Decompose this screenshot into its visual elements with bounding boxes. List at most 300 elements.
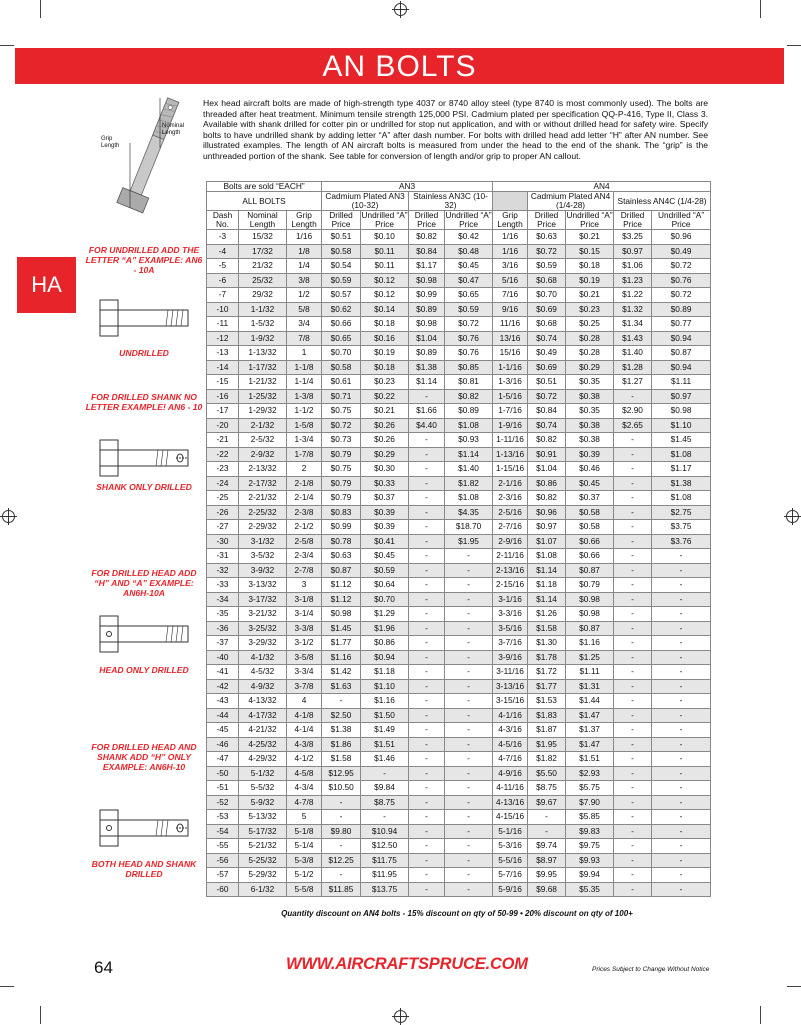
table-cell: - — [614, 607, 652, 622]
table-cell: $0.96 — [652, 230, 711, 245]
page-number: 64 — [94, 958, 113, 977]
table-cell: $0.99 — [322, 520, 361, 535]
table-cell: - — [409, 447, 445, 462]
table-row — [207, 317, 711, 332]
table-cell: $0.49 — [528, 346, 566, 361]
table-cell: - — [445, 824, 493, 839]
table-cell: -6 — [207, 273, 239, 288]
table-cell: 1-7/8 — [287, 447, 322, 462]
table-cell: - — [409, 491, 445, 506]
table-cell: - — [322, 868, 361, 883]
table-cell: $0.98 — [409, 317, 445, 332]
table-cell: $9.75 — [566, 839, 614, 854]
table-cell: $0.37 — [566, 491, 614, 506]
website-link[interactable]: WWW.AIRCRAFTSPRUCE.COM — [286, 955, 528, 973]
table-cell: - — [409, 592, 445, 607]
table-cell: 1-13/16 — [493, 447, 528, 462]
table-row — [207, 694, 711, 709]
table-cell: 1-29/32 — [239, 404, 287, 419]
table-cell: - — [409, 752, 445, 767]
drilled-shank-example-note: FOR DRILLED SHANK NO LETTER EXAMPLE! AN6 - 10 — [85, 392, 203, 412]
table-cell: $1.96 — [361, 621, 409, 636]
table-cell: $0.79 — [566, 578, 614, 593]
table-cell: 5-3/8 — [287, 853, 322, 868]
table-cell: 5-1/8 — [287, 824, 322, 839]
table-cell: - — [445, 679, 493, 694]
table-cell: - — [445, 708, 493, 723]
table-cell: - — [445, 781, 493, 796]
table-row — [207, 795, 711, 810]
bolt-head-drilled-icon — [98, 612, 193, 657]
table-row — [207, 302, 711, 317]
table-cell: $0.72 — [652, 288, 711, 303]
table-cell: -46 — [207, 737, 239, 752]
table-row — [207, 636, 711, 651]
table-cell: 5-25/32 — [239, 853, 287, 868]
table-cell: - — [409, 679, 445, 694]
table-row — [207, 650, 711, 665]
table-cell: 3-15/16 — [493, 694, 528, 709]
table-cell: - — [409, 476, 445, 491]
table-cell: 3-1/4 — [287, 607, 322, 622]
table-cell: 4-9/32 — [239, 679, 287, 694]
table-cell: -47 — [207, 752, 239, 767]
table-cell: 2-5/16 — [493, 505, 528, 520]
table-cell: $0.87 — [566, 621, 614, 636]
table-cell: 1/4 — [287, 259, 322, 274]
table-cell: - — [409, 694, 445, 709]
table-row — [207, 418, 711, 433]
an4-grip-spacer — [493, 192, 528, 211]
table-cell: $1.38 — [322, 723, 361, 738]
table-cell: 1-3/8 — [287, 389, 322, 404]
table-cell: $1.23 — [614, 273, 652, 288]
table-cell: 5/16 — [493, 273, 528, 288]
table-cell: $1.14 — [445, 447, 493, 462]
table-cell: $0.91 — [528, 447, 566, 462]
table-cell: - — [652, 679, 711, 694]
table-cell: $1.63 — [322, 679, 361, 694]
table-cell: $1.45 — [652, 433, 711, 448]
table-cell: $1.16 — [361, 694, 409, 709]
table-cell: $11.95 — [361, 868, 409, 883]
table-cell: -35 — [207, 607, 239, 622]
table-cell: 1-25/32 — [239, 389, 287, 404]
table-cell: 1-9/16 — [493, 418, 528, 433]
table-row — [207, 853, 711, 868]
table-cell: -33 — [207, 578, 239, 593]
table-row — [207, 273, 711, 288]
table-row — [207, 331, 711, 346]
table-cell: - — [614, 447, 652, 462]
table-row — [207, 360, 711, 375]
bolt-diagram — [100, 88, 200, 238]
table-cell: $0.63 — [322, 549, 361, 564]
table-cell: 13/16 — [493, 331, 528, 346]
table-row — [207, 375, 711, 390]
table-cell: - — [652, 723, 711, 738]
table-cell: - — [445, 621, 493, 636]
table-cell: - — [409, 665, 445, 680]
table-cell: $3.75 — [652, 520, 711, 535]
table-cell: $0.94 — [652, 331, 711, 346]
table-cell: $1.27 — [614, 375, 652, 390]
table-cell: - — [409, 621, 445, 636]
col-an3c-drilled: Drilled Price — [409, 211, 445, 230]
table-cell: $9.74 — [528, 839, 566, 854]
table-cell: $1.47 — [566, 737, 614, 752]
table-cell: - — [652, 636, 711, 651]
table-cell: $0.37 — [361, 491, 409, 506]
table-cell: $1.18 — [361, 665, 409, 680]
table-cell: $9.68 — [528, 882, 566, 897]
an3c-stainless-header: Stainless AN3C (10-32) — [409, 192, 493, 211]
table-cell: $1.53 — [528, 694, 566, 709]
table-cell: $0.69 — [528, 302, 566, 317]
table-cell: $0.62 — [322, 302, 361, 317]
table-cell: -32 — [207, 563, 239, 578]
table-cell: 4-11/16 — [493, 781, 528, 796]
table-cell: 3-3/16 — [493, 607, 528, 622]
table-cell: $1.51 — [566, 752, 614, 767]
col-an4-drilled: Drilled Price — [528, 211, 566, 230]
table-cell: $0.11 — [361, 259, 409, 274]
table-cell: $0.72 — [322, 418, 361, 433]
table-cell: $0.12 — [361, 273, 409, 288]
bolt-undrilled-icon — [98, 296, 193, 341]
table-cell: 6-1/32 — [239, 882, 287, 897]
table-row — [207, 766, 711, 781]
nominal-length-label: Nominal Length — [162, 123, 185, 136]
table-cell: $1.08 — [652, 491, 711, 506]
table-cell: -37 — [207, 636, 239, 651]
table-cell: $0.42 — [445, 230, 493, 245]
table-cell: - — [652, 621, 711, 636]
table-cell: - — [409, 723, 445, 738]
table-cell: 9/16 — [493, 302, 528, 317]
table-cell: - — [652, 824, 711, 839]
table-row — [207, 882, 711, 897]
table-cell: $0.28 — [566, 331, 614, 346]
table-cell: $1.43 — [614, 331, 652, 346]
table-cell: $0.66 — [566, 534, 614, 549]
table-cell: $1.16 — [322, 650, 361, 665]
table-cell: 3-7/16 — [493, 636, 528, 651]
table-cell: - — [409, 766, 445, 781]
registration-mark-icon — [394, 1010, 407, 1023]
table-row — [207, 462, 711, 477]
table-cell: $0.98 — [409, 273, 445, 288]
table-cell: - — [614, 534, 652, 549]
table-cell: $0.66 — [322, 317, 361, 332]
quantity-discount-note: Quantity discount on AN4 bolts - 15% discount on qty of 50-99 • 20% discount on qty of 100+ — [281, 909, 633, 918]
col-an4-grip: Grip Length — [493, 211, 528, 230]
table-cell: $0.51 — [528, 375, 566, 390]
table-cell: - — [614, 578, 652, 593]
table-cell: $1.32 — [614, 302, 652, 317]
table-cell: - — [652, 650, 711, 665]
table-cell: $1.26 — [528, 607, 566, 622]
table-cell: - — [409, 563, 445, 578]
table-row — [207, 549, 711, 564]
table-cell: $0.59 — [361, 563, 409, 578]
table-cell: -43 — [207, 694, 239, 709]
an4c-stainless-header: Stainless AN4C (1/4-28) — [614, 192, 711, 211]
table-cell: $1.38 — [652, 476, 711, 491]
table-cell: - — [445, 578, 493, 593]
table-cell: 2-1/2 — [287, 520, 322, 535]
table-cell: $1.31 — [566, 679, 614, 694]
table-row — [207, 810, 711, 825]
table-cell: - — [409, 795, 445, 810]
table-cell: $3.25 — [614, 230, 652, 245]
bolt-price-table — [206, 181, 708, 897]
an4-header: AN4 — [493, 182, 711, 192]
table-cell: - — [652, 810, 711, 825]
table-cell: $1.10 — [361, 679, 409, 694]
table-cell: - — [614, 636, 652, 651]
table-cell: 3-9/16 — [493, 650, 528, 665]
table-cell: $9.80 — [322, 824, 361, 839]
table-cell: 5 — [287, 810, 322, 825]
table-cell: $0.18 — [566, 259, 614, 274]
table-cell: - — [652, 607, 711, 622]
table-cell: $0.58 — [566, 505, 614, 520]
registration-mark-icon — [2, 510, 15, 523]
table-cell: $0.35 — [566, 375, 614, 390]
table-cell: - — [614, 824, 652, 839]
crop-mark — [40, 0, 41, 18]
sold-each-header: Bolts are sold “EACH” — [207, 182, 322, 192]
table-cell: 5-13/32 — [239, 810, 287, 825]
table-cell: $0.75 — [322, 404, 361, 419]
table-cell: - — [445, 636, 493, 651]
an3-header: AN3 — [322, 182, 493, 192]
table-cell: - — [614, 839, 652, 854]
col-an4c-undrilled: Undrilled “A” Price — [652, 211, 711, 230]
drilled-head-example-note: FOR DRILLED HEAD ADD “H” AND “A” EXAMPLE: AN6H-10A — [91, 568, 197, 598]
table-cell: -40 — [207, 650, 239, 665]
page-title: AN BOLTS — [15, 48, 784, 84]
table-cell: $0.47 — [445, 273, 493, 288]
table-cell: - — [652, 665, 711, 680]
table-cell: $1.12 — [322, 578, 361, 593]
table-cell: 1-1/32 — [239, 302, 287, 317]
table-cell: $0.87 — [566, 563, 614, 578]
table-cell: - — [614, 766, 652, 781]
table-row — [207, 244, 711, 259]
table-row — [207, 781, 711, 796]
table-cell: 4-1/4 — [287, 723, 322, 738]
table-cell: - — [445, 868, 493, 883]
table-cell: 5-9/16 — [493, 882, 528, 897]
table-cell: - — [361, 810, 409, 825]
table-cell: -57 — [207, 868, 239, 883]
table-cell: $0.98 — [566, 607, 614, 622]
table-row — [207, 578, 711, 593]
table-row — [207, 447, 711, 462]
table-cell: -20 — [207, 418, 239, 433]
table-cell: $1.17 — [652, 462, 711, 477]
table-cell: 1-1/2 — [287, 404, 322, 419]
table-cell: $2.75 — [652, 505, 711, 520]
table-cell: 2-21/32 — [239, 491, 287, 506]
table-cell: $0.11 — [361, 244, 409, 259]
table-cell: 1-17/32 — [239, 360, 287, 375]
table-cell: $1.40 — [614, 346, 652, 361]
crop-mark — [0, 45, 14, 46]
table-cell: 3-1/2 — [287, 636, 322, 651]
table-cell: $0.51 — [322, 230, 361, 245]
table-cell: 4-5/32 — [239, 665, 287, 680]
table-cell: $0.12 — [361, 288, 409, 303]
table-cell: - — [614, 592, 652, 607]
table-cell: $0.99 — [409, 288, 445, 303]
table-cell: 3-5/32 — [239, 549, 287, 564]
table-cell: 4-3/16 — [493, 723, 528, 738]
table-cell: - — [652, 737, 711, 752]
table-cell: $0.89 — [445, 404, 493, 419]
table-cell: -11 — [207, 317, 239, 332]
table-cell: $0.89 — [409, 346, 445, 361]
table-cell: $0.58 — [566, 520, 614, 535]
table-cell: $0.26 — [361, 433, 409, 448]
table-cell: $1.66 — [409, 404, 445, 419]
table-cell: $0.21 — [361, 404, 409, 419]
table-cell: - — [652, 839, 711, 854]
table-cell: 3/4 — [287, 317, 322, 332]
table-cell: $0.59 — [322, 273, 361, 288]
table-cell: 3-3/4 — [287, 665, 322, 680]
table-cell: - — [409, 650, 445, 665]
table-cell: $0.87 — [652, 346, 711, 361]
shank-drilled-label: SHANK ONLY DRILLED — [96, 482, 192, 492]
table-cell: - — [614, 665, 652, 680]
table-cell: $1.58 — [528, 621, 566, 636]
table-cell: 3-29/32 — [239, 636, 287, 651]
table-cell: $0.82 — [528, 433, 566, 448]
table-cell: 3/16 — [493, 259, 528, 274]
table-cell: - — [445, 694, 493, 709]
table-cell: $1.78 — [528, 650, 566, 665]
table-cell: 3-9/32 — [239, 563, 287, 578]
table-cell: $0.39 — [566, 447, 614, 462]
table-cell: 15/32 — [239, 230, 287, 245]
table-cell: - — [652, 766, 711, 781]
table-cell: - — [652, 752, 711, 767]
table-cell: $0.78 — [322, 534, 361, 549]
table-cell: 4-25/32 — [239, 737, 287, 752]
table-cell: $9.84 — [361, 781, 409, 796]
table-cell: -60 — [207, 882, 239, 897]
table-cell: - — [409, 853, 445, 868]
table-cell: $0.23 — [361, 375, 409, 390]
table-cell: $13.75 — [361, 882, 409, 897]
table-cell: -42 — [207, 679, 239, 694]
col-grip: Grip Length — [287, 211, 322, 230]
table-row — [207, 491, 711, 506]
table-cell: $9.83 — [566, 824, 614, 839]
table-cell: $0.29 — [361, 447, 409, 462]
table-cell: $1.04 — [409, 331, 445, 346]
table-cell: 2-11/16 — [493, 549, 528, 564]
col-an3-drilled: Drilled Price — [322, 211, 361, 230]
table-cell: 1-15/16 — [493, 462, 528, 477]
table-cell: 1-3/16 — [493, 375, 528, 390]
table-cell: - — [614, 549, 652, 564]
table-cell: -52 — [207, 795, 239, 810]
table-cell: - — [409, 520, 445, 535]
table-cell: - — [409, 824, 445, 839]
table-cell: $0.57 — [322, 288, 361, 303]
table-cell: $12.50 — [361, 839, 409, 854]
table-cell: $1.08 — [652, 447, 711, 462]
table-cell: $0.96 — [528, 505, 566, 520]
table-cell: $1.51 — [361, 737, 409, 752]
table-cell: 1/2 — [287, 288, 322, 303]
table-cell: $1.14 — [409, 375, 445, 390]
both-drilled-label: BOTH HEAD AND SHANK DRILLED — [91, 859, 197, 879]
table-cell: $18.70 — [445, 520, 493, 535]
table-cell: - — [409, 810, 445, 825]
col-nominal: Nominal Length — [239, 211, 287, 230]
table-cell: $0.30 — [361, 462, 409, 477]
table-cell: 1-5/32 — [239, 317, 287, 332]
table-cell: $1.07 — [528, 534, 566, 549]
table-cell: 4-17/32 — [239, 708, 287, 723]
table-cell: - — [445, 650, 493, 665]
table-cell: -56 — [207, 853, 239, 868]
table-cell: $1.22 — [614, 288, 652, 303]
table-cell: $1.83 — [528, 708, 566, 723]
table-cell: $0.45 — [361, 549, 409, 564]
table-cell: $0.84 — [409, 244, 445, 259]
table-cell: $1.82 — [528, 752, 566, 767]
table-cell: 11/16 — [493, 317, 528, 332]
table-cell: $0.21 — [566, 230, 614, 245]
table-cell: $1.82 — [445, 476, 493, 491]
table-cell: $0.66 — [566, 549, 614, 564]
table-cell: - — [652, 795, 711, 810]
table-cell: $10.50 — [322, 781, 361, 796]
table-cell: 2-13/32 — [239, 462, 287, 477]
table-cell: 3-25/32 — [239, 621, 287, 636]
table-cell: 4-7/16 — [493, 752, 528, 767]
table-cell: $1.50 — [361, 708, 409, 723]
table-cell: $0.35 — [566, 404, 614, 419]
table-cell: $0.65 — [322, 331, 361, 346]
table-cell: - — [409, 708, 445, 723]
table-cell: 4-3/4 — [287, 781, 322, 796]
table-cell: -53 — [207, 810, 239, 825]
table-cell: 1-1/16 — [493, 360, 528, 375]
undrilled-label: UNDRILLED — [119, 348, 169, 358]
table-cell: $1.49 — [361, 723, 409, 738]
table-cell: -25 — [207, 491, 239, 506]
table-cell: 4-7/8 — [287, 795, 322, 810]
table-cell: 1-3/4 — [287, 433, 322, 448]
table-cell: $1.46 — [361, 752, 409, 767]
table-cell: - — [445, 723, 493, 738]
crop-mark — [760, 0, 761, 18]
table-row — [207, 752, 711, 767]
table-cell: $0.33 — [361, 476, 409, 491]
table-cell: -45 — [207, 723, 239, 738]
table-cell: $1.72 — [528, 665, 566, 680]
table-cell: $1.77 — [528, 679, 566, 694]
price-disclaimer: Prices Subject to Change Without Notice — [592, 966, 710, 973]
table-cell: $0.98 — [322, 607, 361, 622]
